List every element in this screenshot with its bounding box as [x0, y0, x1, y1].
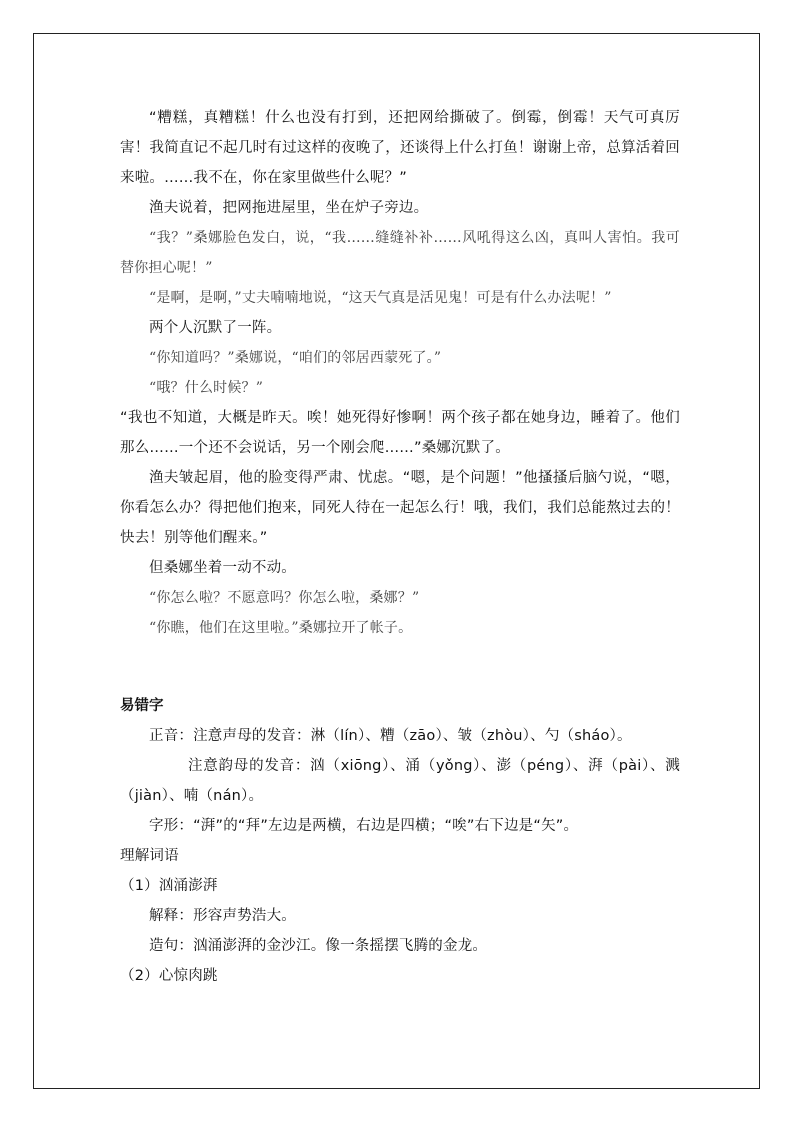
story-paragraph-12: “你瞧，他们在这里啦。”桑娜拉开了帐子。 [149, 620, 413, 636]
story-paragraph-8: “我也不知道，大概是昨天。唉！她死得好惨啊！两个孩子都在她身边，睡着了。他们那么……一个还不会说话，另一个刚会爬……”桑娜沉默了。 [120, 410, 680, 456]
document-content [120, 103, 680, 991]
story-paragraph-1: “糟糕，真糟糕！什么也没有打到，还把网给撕破了。倒霉，倒霉！天气可真厉害！我简直记不起几时有过这样的夜晚了，还谈得上什么打鱼！谢谢上帝，总算活着回来啦。……我不在，你在家里做些什么呢？” [120, 110, 680, 186]
story-paragraph-6: “你知道吗？”桑娜说，“咱们的邻居西蒙死了。” [149, 350, 442, 366]
vocab-item-1-explain: 解释：形容声势浩大。 [149, 908, 296, 924]
vocab-item-2-title: （2）心惊肉跳 [120, 968, 218, 984]
story-paragraph-11: “你怎么啦？不愿意吗？你怎么啦，桑娜？” [149, 590, 420, 606]
vocab-item-1-sentence: 造句：汹涌澎湃的金沙江。像一条摇摆飞腾的金龙。 [149, 938, 488, 954]
story-paragraph-7: “哦？什么时候？” [149, 380, 264, 396]
story-paragraph-4: “是啊，是啊，”丈夫喃喃地说，“这天气真是活见鬼！可是有什么办法呢！” [149, 290, 612, 306]
story-paragraph-5: 两个人沉默了一阵。 [149, 320, 282, 336]
section-gap [120, 643, 680, 691]
story-paragraph-9: 渔夫皱起眉，他的脸变得严肃、忧虑。“嗯，是个问题！”他搔搔后脑勺说，“嗯，你看怎么办？得把他们抱来，同死人待在一起怎么行！哦，我们，我们总能熬过去的！快去！别等他们醒来。” [120, 470, 680, 546]
errors-zhengyin: 正音：注意声母的发音：淋（lín）、糟（zāo）、皱（zhòu）、勺（sháo）。 [149, 728, 632, 744]
story-paragraph-2: 渔夫说着，把网拖进屋里，坐在炉子旁边。 [149, 200, 429, 216]
errors-heading: 易错字 [120, 698, 164, 714]
errors-zixing: 字形：“湃”的“拜”左边是两横，右边是四横；“唉”右下边是“矢”。 [149, 818, 579, 834]
story-paragraph-10: 但桑娜坐着一动不动。 [149, 560, 296, 576]
errors-yunmu: 注意韵母的发音：汹（xiōng）、涌（yǒng）、澎（péng）、湃（pài）、溅（jiàn）、喃（nán）。 [120, 758, 680, 804]
story-paragraph-3: “我？”桑娜脸色发白，说，“我……缝缝补补……风吼得这么凶，真叫人害怕。我可替你担心呢！” [120, 230, 680, 276]
vocab-heading: 理解词语 [120, 848, 179, 864]
vocab-item-1-title: （1）汹涌澎湃 [120, 878, 218, 894]
